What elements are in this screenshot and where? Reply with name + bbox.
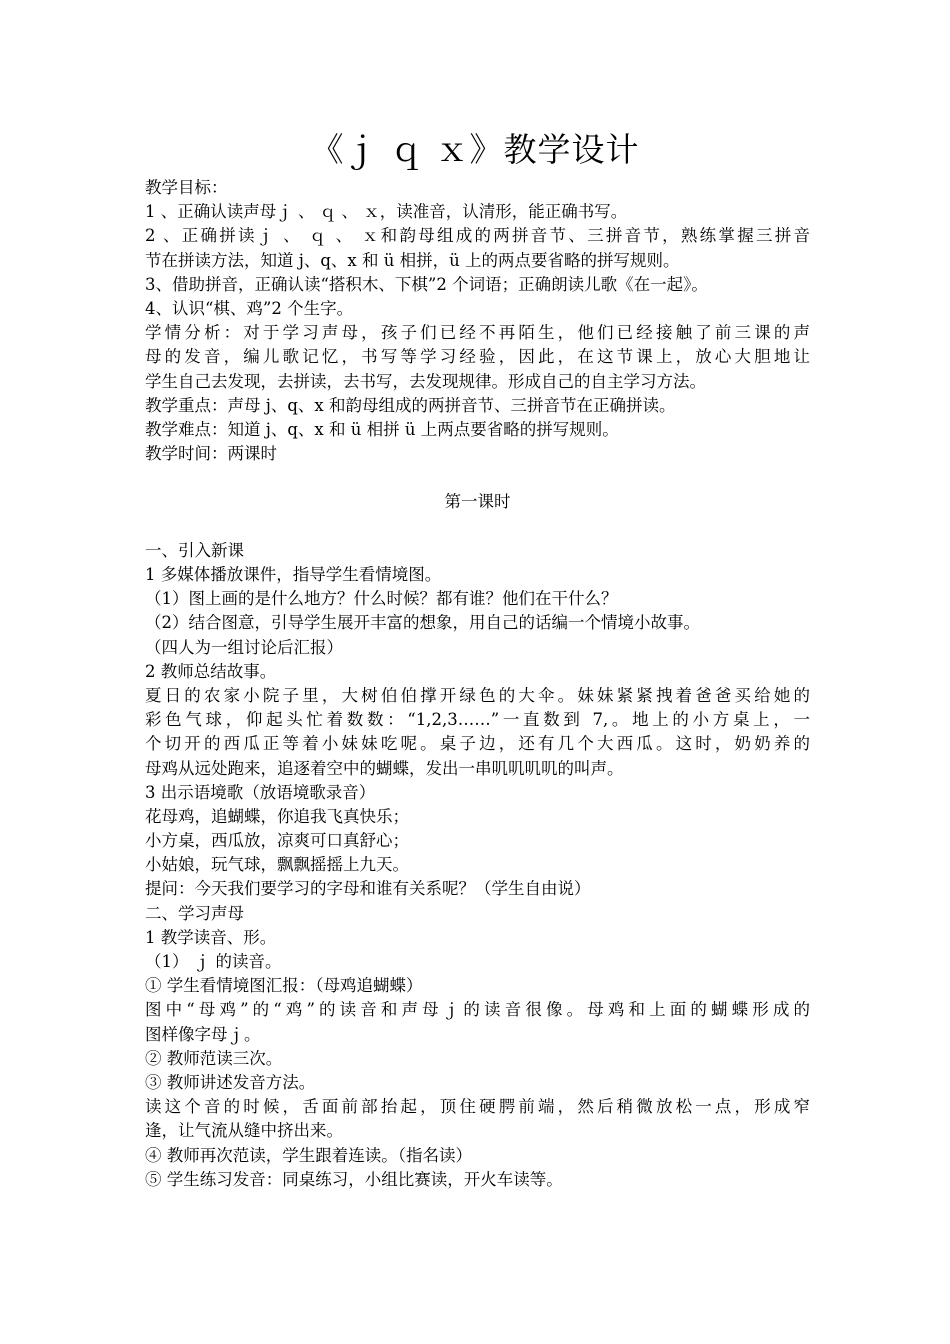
section2-line: ⑤ 学生练习发音：同桌练习，小组比赛读，开火车读等。	[145, 1169, 563, 1189]
section1-line: 1 多媒体播放课件，指导学生看情境图。	[145, 565, 442, 584]
spacer	[145, 515, 810, 539]
section1-line: 小姑娘，玩气球，飘飘摇摇上九天。	[145, 855, 409, 875]
section-heading: 一、引入新课	[145, 540, 244, 560]
section2-line: 图中“母鸡”的“鸡”的读音和声母ｊ的读音很像。母鸡和上面的蝴蝶形成的	[145, 1000, 810, 1020]
key-point: 教学重点：声母 j、q、x 和韵母组成的两拼音节、三拼音节在正确拼读。	[145, 395, 676, 415]
section2-line: ③ 教师讲述发音方法。	[145, 1072, 316, 1092]
analysis-line: 学生自己去发现，去拼读，去书写，去发现规律。形成自己的自主学习方法。	[145, 371, 706, 391]
difficulty: 教学难点：知道 j、q、x 和 ü 相拼 ü 上两点要省略的拼写规则。	[145, 419, 619, 439]
section1-line: 小方桌，西瓜放，凉爽可口真舒心；	[145, 831, 409, 851]
section1-line: 3 出示语境歌（放语境歌录音）	[145, 782, 376, 802]
analysis-line: 学情分析：对于学习声母，孩子们已经不再陌生，他们已经接触了前三课的声	[145, 323, 810, 343]
section-heading: 二、学习声母	[145, 903, 244, 923]
section2-line: 读这个音的时候，舌面前部抬起，顶住硬腭前端，然后稍微放松一点，形成窄	[145, 1097, 810, 1117]
document-body	[145, 176, 810, 1192]
section1-line: （1）图上画的是什么地方？什么时候？都有谁？他们在干什么？	[145, 589, 618, 609]
section2-line: ② 教师范读三次。	[145, 1048, 283, 1068]
section2-line: ④ 教师再次范读，学生跟着连读。（指名读）	[145, 1145, 472, 1165]
section2-line: 逢，让气流从缝中挤出来。	[145, 1121, 343, 1141]
objective-line: 2 、正确拼读ｊ 、 ｑ 、 ｘ和韵母组成的两拼音节、三拼音节，熟练掌握三拼音	[145, 226, 810, 246]
objective-line: 4、认识“棋、鸡”2 个生字。	[145, 298, 354, 318]
section1-line: 提问：今天我们要学习的字母和谁有关系呢？（学生自由说）	[145, 879, 591, 899]
objective-line: 3、借助拼音，正确认读“搭积木、下棋”2 个词语；正确朗读儿歌《在一起》。	[145, 274, 708, 294]
objective-line: 1 、正确认读声母ｊ 、 ｑ 、 ｘ，读准音，认清形，能正确书写。	[145, 202, 628, 222]
analysis-line: 母的发音，编儿歌记忆，书写等学习经验，因此，在这节课上，放心大胆地让	[145, 347, 810, 367]
section2-line: 图样像字母ｊ。	[145, 1024, 261, 1044]
section1-line: 母鸡从远处跑来，追逐着空中的蝴蝶，发出一串叽叽叽叽的叫声。	[145, 758, 624, 778]
section1-line: 夏日的农家小院子里，大树伯伯撑开绿色的大伞。妹妹紧紧拽着爸爸买给她的	[145, 685, 810, 705]
section1-line: 2 教师总结故事。	[145, 661, 277, 681]
section1-line: 花母鸡，追蝴蝶，你追我飞真快乐；	[145, 806, 409, 826]
section1-line: （四人为一组讨论后汇报）	[145, 637, 343, 657]
section2-line: 1 教学读音、形。	[145, 927, 277, 947]
spacer	[145, 466, 810, 490]
section1-line: （2）结合图意，引导学生展开丰富的想象，用自己的话编一个情境小故事。	[145, 613, 700, 633]
section2-line: ① 学生看情境图汇报：（母鸡追蝴蝶）	[145, 976, 423, 996]
teaching-time: 教学时间：两课时	[145, 444, 277, 464]
objectives-heading: 教学目标：	[145, 178, 228, 197]
objective-line: 节在拼读方法，知道 j、q、x 和 ü 相拼，ü 上的两点要省略的拼写规则。	[145, 250, 680, 270]
document-title: 《ｊ ｑ ｘ》教学设计	[310, 130, 640, 169]
section1-line: 彩色气球，仰起头忙着数数：“1,2,3……”一直数到 7,。地上的小方桌上，一	[145, 710, 810, 730]
section2-line: （1） ｊ 的读音。	[145, 952, 282, 971]
lesson-title: 第一课时	[444, 492, 511, 512]
section1-line: 个切开的西瓜正等着小妹妹吃呢。桌子边，还有几个大西瓜。这时，奶奶养的	[145, 734, 810, 754]
